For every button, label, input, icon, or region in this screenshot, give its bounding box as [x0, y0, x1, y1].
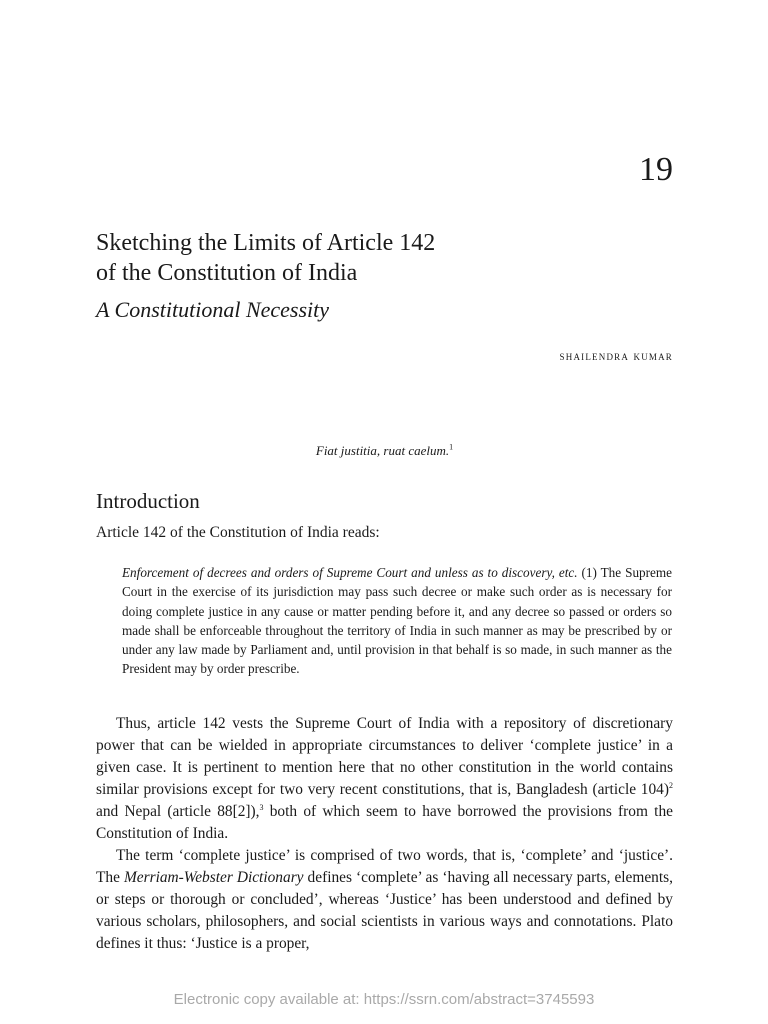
paragraph-2-part-b: defines ‘complete’ as ‘having all necessary parts, elements, or steps or thorough or concluded’, whereas ‘Justice’ has been understood and defined by various scholars, philosophers, and social scientists in various ways and connotations. Plato defines it thus: ‘Justice is a proper,	[96, 869, 673, 952]
paragraph-2	[96, 845, 673, 955]
section-lead-text: Article 142 of the Constitution of India reads:	[96, 524, 380, 541]
dictionary-title: Merriam-Webster Dictionary	[123, 869, 304, 886]
footnote-marker-2[interactable]: 2	[669, 780, 673, 790]
block-quote	[122, 563, 672, 679]
footnote-marker-1[interactable]: 1	[449, 442, 454, 452]
book-page	[96, 0, 673, 1024]
block-quote-heading: Enforcement of decrees and orders of Supreme Court and unless as to discovery, etc.	[122, 565, 578, 580]
block-quote-text: (1) The Supreme Court in the exercise of its jurisdiction may pass such decree or make such order as is necessary for doing complete justice in any cause or matter pending before it, and any decree so passed or orders so made shall be enforceable throughout the territory of India in such manner as may be prescribed by or under any law made by Parliament and, until provision in that behalf is so made, in such manner as the President may by order prescribe.	[122, 565, 672, 677]
chapter-title	[96, 228, 673, 288]
body-text	[96, 713, 673, 955]
chapter-title-line-2: of the Constitution of India	[96, 260, 358, 286]
chapter-subtitle: A Constitutional Necessity	[96, 297, 330, 322]
ssrn-footer-link[interactable]: Electronic copy available at: https://ssrn.com/abstract=3745593	[173, 991, 595, 1008]
paragraph-1	[96, 713, 673, 845]
section-heading: Introduction	[96, 489, 200, 513]
paragraph-2-part-a: The term ‘complete justice’ is comprised of two words, that is, ‘complete’ and ‘justice’. The	[96, 847, 673, 886]
epigraph-text: Fiat justitia, ruat caelum.	[315, 443, 450, 458]
author-name: shailendra kumar	[559, 348, 673, 363]
epigraph	[96, 443, 673, 459]
chapter-number: 19	[639, 151, 673, 188]
footnote-marker-3[interactable]: 3	[259, 802, 264, 812]
paragraph-1-part-b: and Nepal (article 88[2]),	[96, 803, 260, 820]
chapter-title-line-1: Sketching the Limits of Article 142	[96, 230, 436, 256]
paragraph-1-part-c: both of which seem to have borrowed the provisions from the Constitution of India.	[96, 803, 673, 842]
paragraph-1-part-a: Thus, article 142 vests the Supreme Court of India with a repository of discretionary power that can be wielded in appropriate circumstances to deliver ‘complete justice’ in a given case. It is pertinent to mention here that no other constitution in the world contains similar provisions except for two very recent constitutions, that is, Bangladesh (article 104)	[96, 715, 673, 798]
